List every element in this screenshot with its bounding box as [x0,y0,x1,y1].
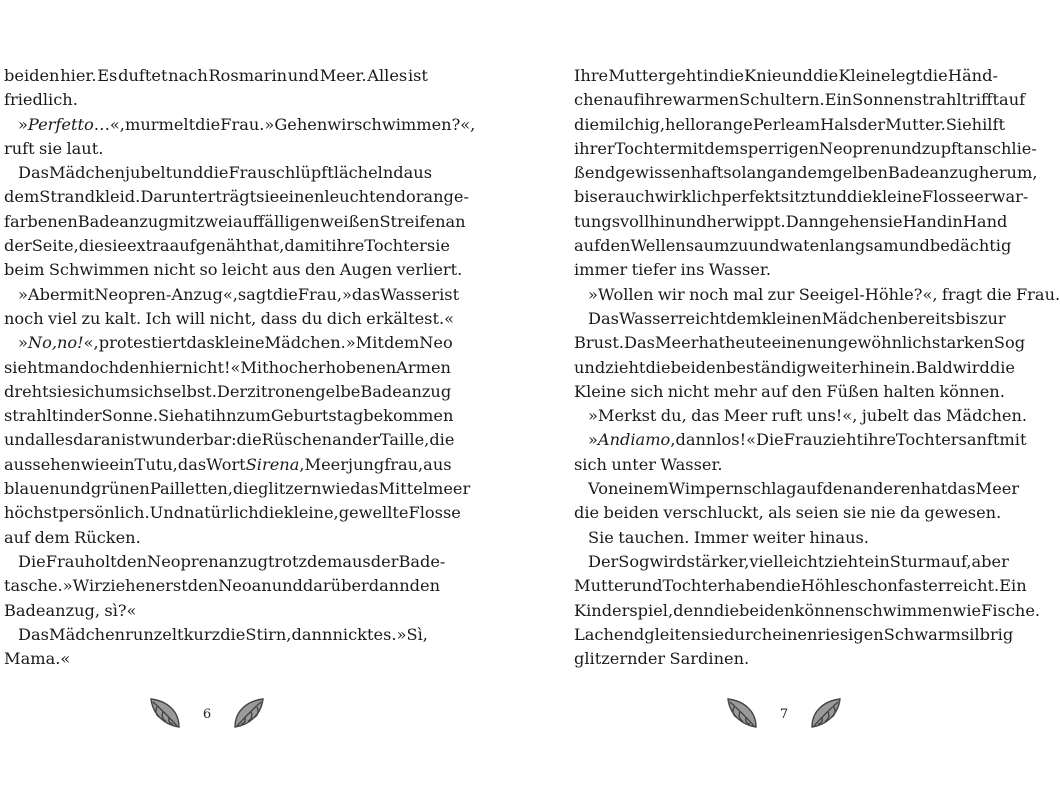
right-text-line: ihrer Tochter mit dem sperrigen Neopren und zupft anschlie- [574,138,1037,158]
leaf-ornament-icon [229,695,269,733]
left-text-line: der Seite, die sie extra aufgenäht hat, damit ihre Tochter sie [4,236,450,256]
right-text-line: die beiden verschluckt, als seien sie nie da gewesen. [574,503,1002,523]
right-text-line: »Merkst du, das Meer ruft uns!«, jubelt das Mädchen. [588,406,1028,426]
right-text-line: sich unter Wasser. [574,454,723,474]
right-text-line: Kinderspiel, denn die beiden können schwimmen wie Fische. [574,600,1041,620]
page-number: 7 [779,706,789,722]
right-text-line: Ihre Mutter geht in die Knie und die Kleine legt die Händ- [574,66,998,85]
right-text-line: Der Sog wird stärker, vielleicht zieht ein Sturm auf, aber [588,551,1009,571]
right-text-line: Von einem Wimpernschlag auf den anderen hat das Meer [588,479,1020,499]
right-text-line: Brust. Das Meer hat heute einen ungewöhnlich starken Sog [574,333,1026,353]
right-page [574,64,1060,671]
left-text-line: aussehen wie ein Tutu, das Wort Sirena, Meerjungfrau, aus [4,454,452,474]
left-text-line: strahlt in der Sonne. Sie hat ihn zum Geburtstag bekommen [4,406,454,426]
left-text-line: Die Frau holt den Neoprenanzug trotzdem aus der Bade- [18,551,446,571]
right-text-line: auf den Wellensaum zu und waten langsam und bedächtig [574,236,1012,256]
left-text-line: noch viel zu kalt. Ich will nicht, dass du dich erkältest.« [4,308,455,328]
right-text-line: Lachend gleiten sie durch einen riesigen Schwarm silbrig [574,624,1014,644]
left-text-line: Badeanzug, sì?« [4,600,137,620]
left-page-footer [107,694,307,734]
left-text-line: blauen und grünen Pailletten, die glitzern wie das Mittelmeer [4,479,471,499]
left-text-line: sieht man doch den hier nicht!« Mit hoch erhobenen Armen [4,357,451,377]
left-text-line: beiden hier. Es duftet nach Rosmarin und Meer. Alles ist [4,66,428,85]
right-text-line: ßend gewissenhaft so lang an dem gelben Badeanzug herum, [574,163,1038,183]
leaf-ornament-icon [145,695,185,733]
right-text-line: Kleine sich nicht mehr auf den Füßen halten können. [574,381,1005,401]
left-text-line: und alles daran ist wunderbar: die Rüschen an der Taille, die [4,430,455,450]
left-text-line: Das Mädchen jubelt und die Frau schlüpft lächelnd aus [18,163,433,183]
right-page-footer [684,694,884,734]
right-page-text [574,64,1060,671]
left-page-text [4,64,476,671]
leaf-ornament-icon [722,695,762,733]
right-text-line: Mutter und Tochter haben die Höhle schon fast erreicht. Ein [574,576,1027,596]
right-text-line: bis er auch wirklich perfekt sitzt und die kleine Flosse erwar- [574,187,1029,207]
left-text-line: auf dem Rücken. [4,527,141,547]
left-text-line: beim Schwimmen nicht so leicht aus den Augen verliert. [4,260,463,280]
left-text-line: Mama.« [4,649,71,669]
left-text-line: farbenen Badeanzug mit zwei auffälligen weißen Streifen an [4,211,466,231]
right-text-line: und zieht die beiden beständig weiter hinein. Bald wird die [574,357,1015,377]
left-text-line: tasche. »Wir ziehen erst den Neo an und darüber dann den [4,576,441,596]
right-text-line: Sie tauchen. Immer weiter hinaus. [588,527,869,547]
left-page [4,64,476,671]
left-text-line: dreht sie sich um sich selbst. Der zitronengelbe Badeanzug [4,381,452,401]
right-text-line: die milchig, hellorange Perle am Hals der Mutter. Sie hilft [574,114,1005,134]
right-text-line: tungsvoll hin und her wippt. Dann gehen sie Hand in Hand [574,211,1008,231]
left-text-line: »Perfetto …«, murmelt die Frau. »Gehen wir schwimmen?«, [18,114,476,134]
left-text-line: »No, no!«, protestiert das kleine Mädchen. »Mit dem Neo [18,333,453,353]
left-text-line: Das Mädchen runzelt kurz die Stirn, dann nickt es. »Sì, [18,624,428,644]
left-text-line: friedlich. [4,90,78,110]
right-text-line: »Wollen wir noch mal zur Seeigel-Höhle?«, fragt die Frau. [588,284,1060,304]
left-text-line: ruft sie laut. [4,138,104,158]
right-text-line: Das Wasser reicht dem kleinen Mädchen bereits bis zur [588,308,1006,328]
right-text-line: glitzernder Sardinen. [574,649,750,669]
left-text-line: »Aber mit Neopren-Anzug«, sagt die Frau, »das Wasser ist [18,284,460,304]
right-text-line: chen auf ihre warmen Schultern. Ein Sonnenstrahl trifft auf [574,90,1026,110]
left-text-line: dem Strandkleid. Darunter trägt sie einen leuchtend orange- [4,187,469,207]
right-text-line: »Andiamo, dann los!« Die Frau zieht ihre Tochter sanft mit [588,430,1027,450]
left-text-line: höchstpersönlich. Und natürlich die kleine, gewellte Flosse [4,503,461,523]
page-number: 6 [202,706,212,722]
right-text-line: immer tiefer ins Wasser. [574,260,771,280]
leaf-ornament-icon [806,695,846,733]
